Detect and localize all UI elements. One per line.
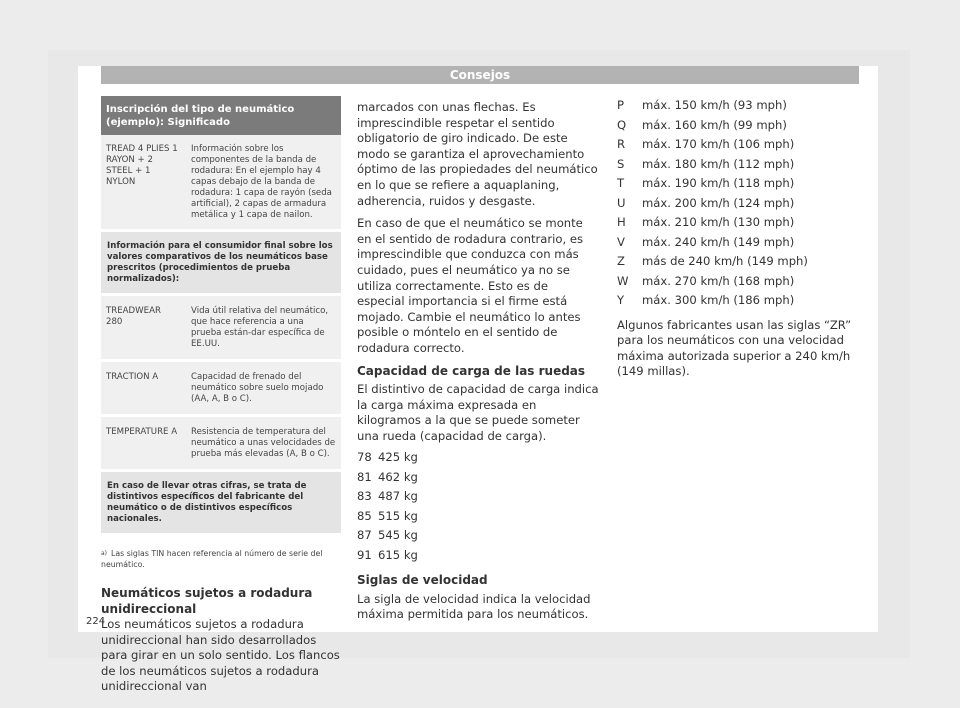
unidirectional-title: Neumáticos sujetos a rodadura unidireccional [101, 586, 313, 616]
load-list [357, 448, 599, 565]
speed-value: máx. 210 km/h (130 mph) [642, 215, 795, 229]
list-item [617, 233, 859, 253]
list-item [357, 468, 599, 488]
load-code: 81 [357, 469, 372, 484]
list-item [617, 213, 859, 233]
table-cell-code: TREADWEAR 280 [106, 306, 161, 327]
list-item [617, 291, 859, 311]
speed-text: La sigla de velocidad indica la velocidad máxima permitida para los neumáticos. [357, 591, 591, 622]
speed-title: Siglas de velocidad [357, 573, 488, 588]
load-value: 515 kg [378, 508, 418, 523]
footnote-text: Las siglas TIN hacen referencia al número de serie del neumático. [101, 549, 323, 569]
list-item [617, 155, 859, 175]
table-row [101, 135, 341, 232]
column-middle [357, 100, 599, 623]
load-code: 83 [357, 489, 372, 504]
table-cell-meaning: Resistencia de temperatura del neumático a unas velocidades de prueba más elevadas (A, B o C). [191, 427, 336, 459]
speed-value: máx. 170 km/h (106 mph) [642, 137, 795, 151]
list-item [357, 448, 599, 468]
table-row [101, 417, 341, 472]
footnote [101, 548, 341, 570]
list-item [357, 546, 599, 566]
column-right [617, 96, 859, 380]
speed-code: R [617, 137, 626, 151]
speed-code: W [617, 273, 629, 288]
table-row [101, 296, 341, 362]
load-code: 78 [357, 450, 372, 465]
speed-code: Z [617, 254, 625, 268]
speed-code: V [617, 234, 625, 249]
list-item [617, 135, 859, 155]
section-header: Consejos [101, 66, 859, 84]
list-item [617, 194, 859, 214]
list-item [357, 526, 599, 546]
load-text: El distintivo de capacidad de carga indica la carga máxima expresada en kilogramos a la que se puede someter una rueda (capacidad de carga). [357, 382, 599, 443]
speed-code: H [617, 215, 626, 229]
list-item [617, 272, 859, 292]
speed-value: máx. 240 km/h (149 mph) [642, 234, 795, 249]
column-left [101, 96, 341, 695]
speed-code: Y [617, 293, 625, 307]
table-cell-code: TRACTION A [106, 372, 159, 382]
speed-value: máx. 270 km/h (168 mph) [642, 273, 795, 288]
load-code: 91 [357, 547, 372, 562]
load-value: 545 kg [378, 528, 418, 543]
speed-value: más de 240 km/h (149 mph) [642, 254, 808, 268]
list-item [617, 174, 859, 194]
speed-note: Algunos fabricantes usan las siglas “ZR” para los neumáticos con una velocidad máxima autorizada superior a 240 km/h (149 millas). [617, 317, 852, 379]
load-value: 462 kg [378, 469, 418, 484]
speed-value: máx. 190 km/h (118 mph) [642, 176, 795, 190]
list-item [357, 507, 599, 527]
table-cell-code: TEMPERATURE A [106, 427, 178, 437]
table-closing-note: En caso de llevar otras cifras, se trata de distintivos específicos del fabricante del neumático o de distintivos específicos nacionales. [101, 472, 341, 536]
table-cell-meaning: Vida útil relativa del neumático, que hace referencia a una prueba están-dar específica de EE.UU. [191, 306, 329, 349]
table-consumer-heading: Información para el consumidor final sobre los valores comparativos de los neumáticos base prescritos (procedimientos de prueba normalizados): [101, 232, 341, 296]
list-item [617, 96, 859, 116]
list-item [617, 116, 859, 136]
speed-code: P [617, 98, 624, 112]
load-code: 85 [357, 508, 372, 523]
load-code: 87 [357, 528, 372, 543]
speed-value: máx. 160 km/h (99 mph) [642, 117, 787, 132]
unidirectional-text-cont: marcados con unas flechas. Es imprescindible respetar el sentido obligatorio de giro indicado. De este modo se garantiza el aprovechamiento óptimo de las propiedades del neumático en lo que se refiere a aquaplaning, adherencia, ruidos y desgaste. [357, 100, 598, 208]
table-cell-meaning: Información sobre los componentes de la banda de rodadura: En el ejemplo hay 4 capas debajo de la banda de rodadura: 1 capa de rayón (seda artificial), 2 capas de armadura metálica y 1 capa de nailon. [191, 144, 332, 220]
load-value: 487 kg [378, 489, 418, 504]
list-item [617, 252, 859, 272]
load-title: Capacidad de carga de las ruedas [357, 363, 586, 378]
speed-value: máx. 200 km/h (124 mph) [642, 195, 795, 210]
table-cell-meaning: Capacidad de frenado del neumático sobre suelo mojado (AA, A, B o C). [191, 372, 324, 404]
table-heading: Inscripción del tipo de neumático (ejemplo): Significado [101, 96, 341, 135]
table-row [101, 362, 341, 417]
list-item [357, 487, 599, 507]
speed-code: U [617, 195, 626, 210]
page-number: 224 [86, 616, 106, 627]
unidirectional-text-wet: En caso de que el neumático se monte en el sentido de rodadura contrario, es imprescindible que conduzca con más cuidado, pues el neumático ya no se utiliza correctamente. Esto es de especial importancia si el firme está mojado. Cambie el neumático lo antes posible o móntelo en el sentido de rodadura correcto. [357, 216, 583, 355]
speed-code: S [617, 156, 625, 171]
speed-code: T [617, 176, 625, 190]
speed-value: máx. 180 km/h (112 mph) [642, 156, 795, 171]
speed-value: máx. 150 km/h (93 mph) [642, 98, 787, 112]
load-value: 425 kg [378, 450, 418, 465]
tire-info-table [101, 96, 341, 536]
unidirectional-text: Los neumáticos sujetos a rodadura unidireccional han sido desarrollados para girar en un solo sentido. Los flancos de los neumáticos sujetos a rodadura unidireccional van [101, 617, 340, 694]
table-cell-code: TREAD 4 PLIES 1 RAYON + 2 STEEL + 1 NYLON [106, 144, 178, 187]
load-value: 615 kg [378, 547, 418, 562]
speed-list [617, 96, 859, 311]
speed-value: máx. 300 km/h (186 mph) [642, 293, 795, 307]
speed-code: Q [617, 117, 627, 132]
footnote-marker: a) [101, 550, 108, 557]
